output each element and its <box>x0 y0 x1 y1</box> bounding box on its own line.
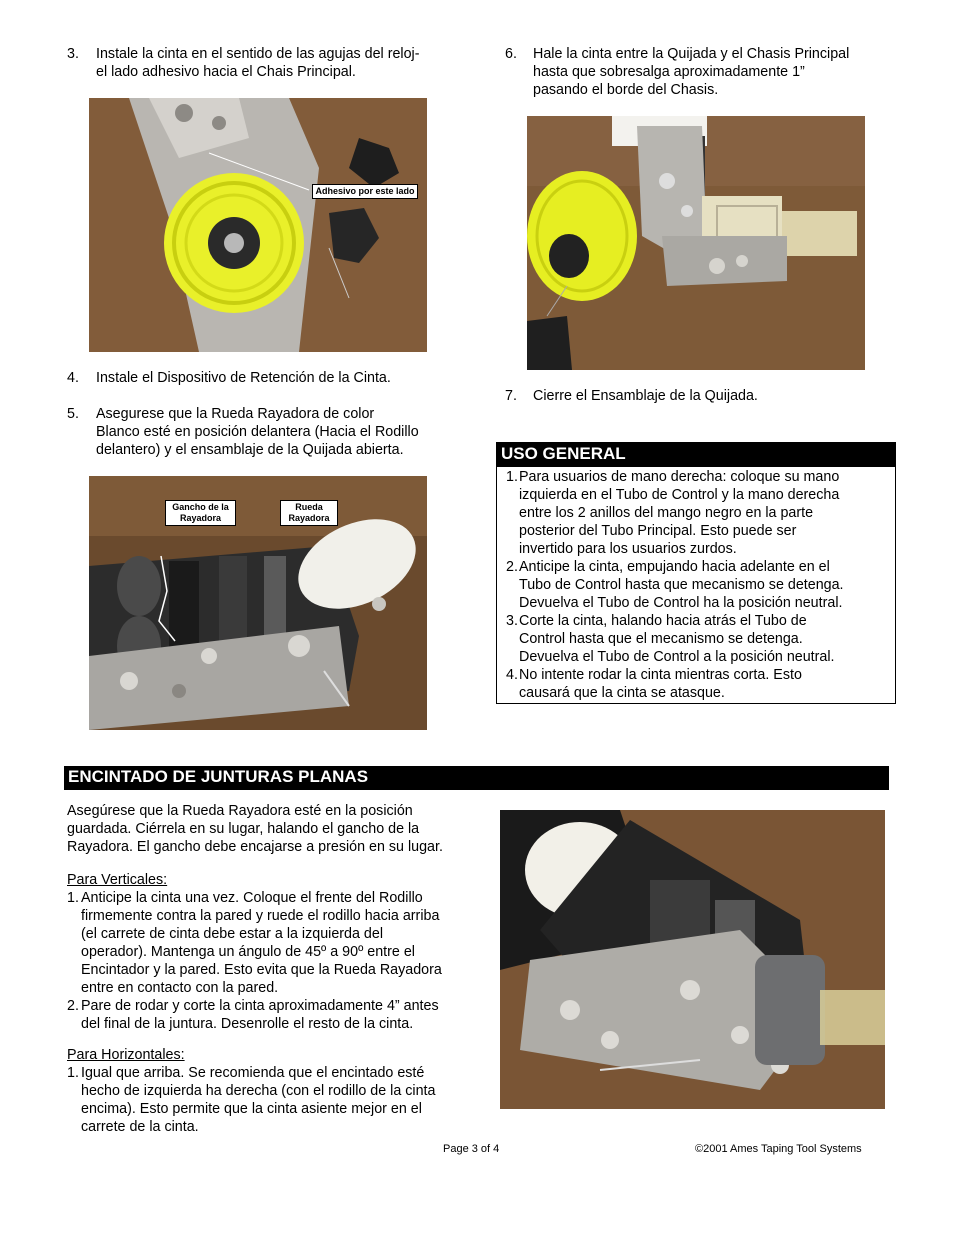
step-6-line-1: Hale la cinta entre la Quijada y el Chasis Principal <box>533 46 850 62</box>
callout-line: Rayadora <box>179 513 222 523</box>
step-7-text: Cierre el Ensamblaje de la Quijada. <box>533 388 758 404</box>
item-line: Anticipe la cinta una vez. Coloque el frente del Rodillo <box>81 890 423 906</box>
copyright: ©2001 Ames Taping Tool Systems <box>695 1143 862 1155</box>
callout-adhesive-side: Adhesivo por este lado <box>312 184 418 199</box>
item-line: Devuelva el Tubo de Control ha la posición neutral. <box>519 595 843 611</box>
item-line: operador). Mantenga un ángulo de 45º a 90º entre el <box>81 944 415 960</box>
list-item <box>506 558 891 612</box>
photo-jaw-assembly <box>89 476 427 730</box>
horizontales-heading <box>67 1046 492 1064</box>
item-line: posterior del Tubo Principal. Esto puede ser <box>519 523 797 539</box>
intro-line: Rayadora. El gancho debe encajarse a presión en su lugar. <box>67 839 443 855</box>
item-line: Corte la cinta, halando hacia atrás el Tubo de <box>519 613 807 629</box>
item-line: Devuelva el Tubo de Control a la posición neutral. <box>519 649 835 665</box>
photo-tape-reel-installation <box>89 98 427 352</box>
item-line: invertido para los usuarios zurdos. <box>519 541 737 557</box>
item-line: Para usuarios de mano derecha: coloque su mano <box>519 469 840 485</box>
step-5-line-3: delantero) y el ensamblaje de la Quijada abierta. <box>96 442 404 458</box>
photo-taper-closed <box>500 810 885 1109</box>
step-4-text: Instale el Dispositivo de Retención de la Cinta. <box>96 370 391 386</box>
section-heading-flat-joints: ENCINTADO DE JUNTURAS PLANAS <box>64 766 889 790</box>
intro-paragraph <box>67 802 492 856</box>
list-item <box>506 612 891 666</box>
callout-line: Rayadora <box>288 513 330 523</box>
step-number: 6. <box>505 46 517 62</box>
step-number: 3. <box>67 46 79 62</box>
list-item <box>67 889 492 997</box>
item-line: Control hasta que el mecanismo se detenga. <box>519 631 803 647</box>
photo-tape-through-jaw <box>527 116 865 370</box>
step-3-line-1: Instale la cinta en el sentido de las agujas del reloj- <box>96 46 420 62</box>
step-5-line-1: Asegurese que la Rueda Rayadora de color <box>96 406 375 422</box>
step-number: 5. <box>67 406 79 422</box>
page-number: Page 3 of 4 <box>443 1143 500 1155</box>
item-line: Anticipe la cinta, empujando hacia adelante en el <box>519 559 830 575</box>
intro-line: Asegúrese que la Rueda Rayadora esté en la posición <box>67 803 413 819</box>
item-line: Igual que arriba. Se recomienda que el encintado esté <box>81 1065 425 1081</box>
item-line: carrete de la cinta. <box>81 1119 199 1135</box>
verticales-heading <box>67 871 492 889</box>
horizontales-heading-text: Para Horizontales: <box>67 1047 185 1063</box>
verticales-heading-text: Para Verticales: <box>67 872 168 888</box>
callout-scoring-wheel-hook <box>165 500 236 526</box>
list-item <box>506 666 891 702</box>
uso-general-list <box>506 468 891 702</box>
item-number: 1. <box>506 469 518 485</box>
uso-general-box <box>496 442 896 704</box>
step-5-line-2: Blanco esté en posición delantera (Hacia el Rodillo <box>96 424 419 440</box>
list-item <box>506 468 891 558</box>
section2-body <box>67 802 492 1136</box>
item-number: 4. <box>506 667 518 683</box>
uso-general-heading: USO GENERAL <box>497 443 895 467</box>
item-line: izquierda en el Tubo de Control y la mano derecha <box>519 487 840 503</box>
list-item <box>67 997 492 1033</box>
item-number: 2. <box>67 998 79 1014</box>
item-number: 2. <box>506 559 518 575</box>
step-3-line-2: el lado adhesivo hacia el Chais Principal. <box>96 64 356 80</box>
step-number: 7. <box>505 388 517 404</box>
callout-scoring-wheel <box>280 500 338 526</box>
step-6-line-2: hasta que sobresalga aproximadamente 1” <box>533 64 805 80</box>
item-line: Encintador y la pared. Esto evita que la Rueda Rayadora <box>81 962 442 978</box>
callout-line: Rueda <box>295 502 323 512</box>
item-number: 3. <box>506 613 518 629</box>
item-line: causará que la cinta se atasque. <box>519 685 725 701</box>
item-line: del final de la juntura. Desenrolle el resto de la cinta. <box>81 1016 414 1032</box>
step-number: 4. <box>67 370 79 386</box>
item-line: No intente rodar la cinta mientras corta. Esto <box>519 667 802 683</box>
item-line: firmemente contra la pared y ruede el rodillo hacia arriba <box>81 908 440 924</box>
item-line: Tubo de Control hasta que mecanismo se detenga. <box>519 577 844 593</box>
item-line: Pare de rodar y corte la cinta aproximadamente 4” antes <box>81 998 439 1014</box>
step-6-line-3: pasando el borde del Chasis. <box>533 82 719 98</box>
list-item <box>67 1064 492 1136</box>
item-line: hecho de izquierda ha derecha (con el rodillo de la cinta <box>81 1083 436 1099</box>
item-line: entre en contacto con la pared. <box>81 980 279 996</box>
item-line: (el carrete de cinta debe estar a la izquierda del <box>81 926 384 942</box>
item-number: 1. <box>67 890 79 906</box>
callout-line: Gancho de la <box>172 502 229 512</box>
item-number: 1. <box>67 1065 79 1081</box>
intro-line: guardada. Ciérrela en su lugar, halando el gancho de la <box>67 821 420 837</box>
item-line: entre los 2 anillos del mango negro en la parte <box>519 505 814 521</box>
item-line: encima). Esto permite que la cinta asiente mejor en el <box>81 1101 422 1117</box>
